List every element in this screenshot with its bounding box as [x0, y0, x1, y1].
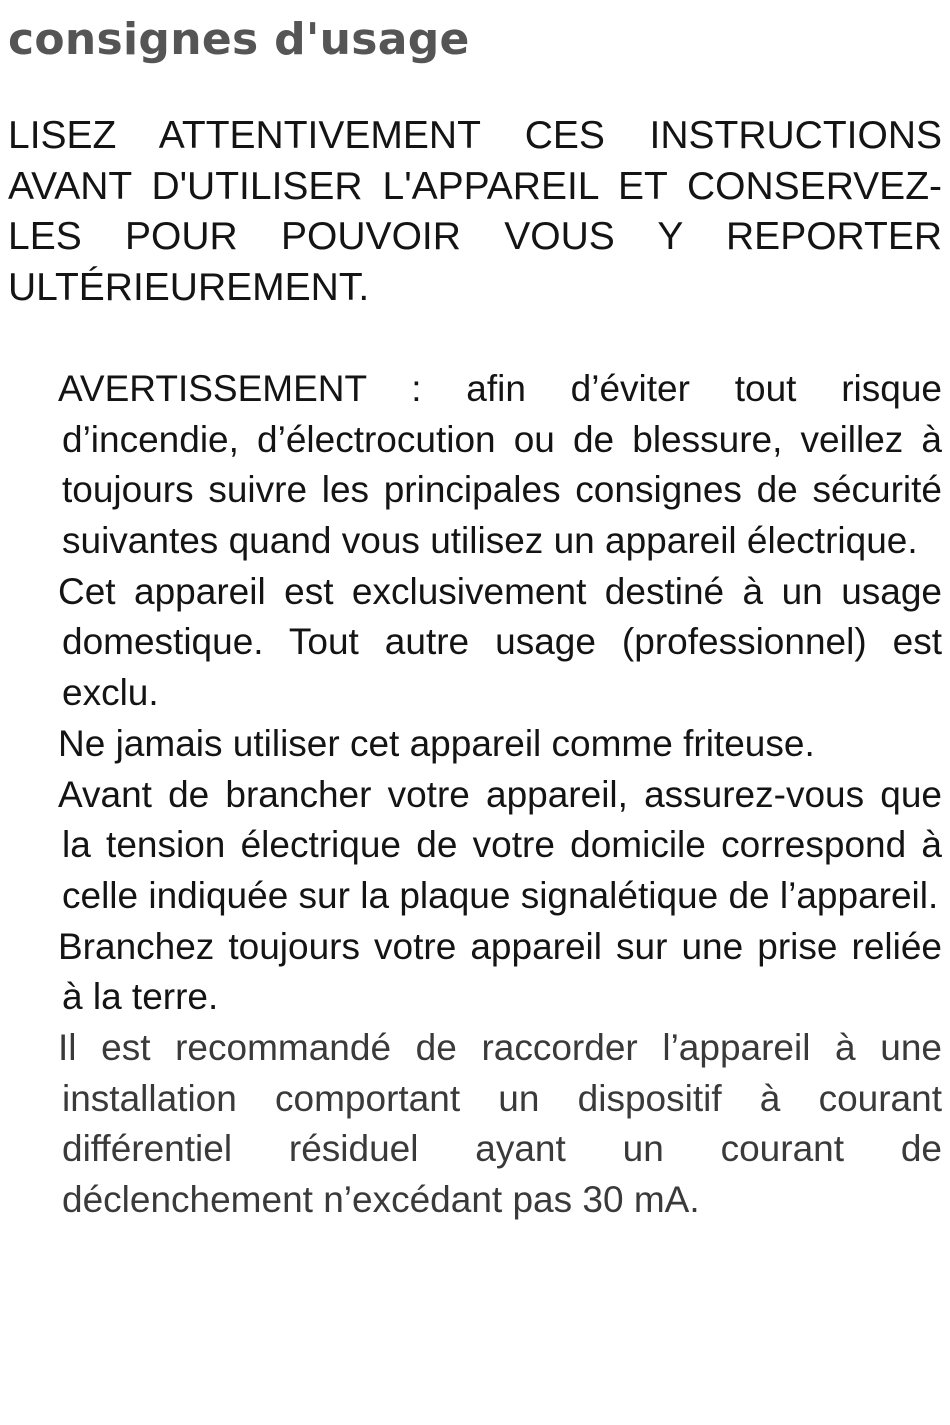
section-title: consignes d'usage	[8, 14, 470, 65]
instruction-rcd: Il est recommandé de raccorder l’appareil à une installation comportant un dispositif à courant différentiel résiduel ayant un courant de déclenchement n’excédant pas 30 mA.	[58, 1027, 942, 1220]
instruction-no-fryer: Ne jamais utiliser cet appareil comme friteuse.	[58, 722, 815, 764]
instruction-domestic-use: Cet appareil est exclusivement destiné à un usage domestique. Tout autre usage (professionnel) est exclu.	[58, 570, 942, 713]
instruction-voltage-check: Avant de brancher votre appareil, assurez-vous que la tension électrique de votre domicile correspond à celle indiquée sur la plaque signalétique de l’appareil.	[58, 773, 942, 916]
instruction-warning: AVERTISSEMENT : afin d’éviter tout risque d’incendie, d’électrocution ou de blessure, veillez à toujours suivre les principales consignes de sécurité suivantes quand vous utilisez un appareil électrique.	[58, 368, 942, 561]
intro-warning: LISEZ ATTENTIVEMENT CES INSTRUCTIONS AVANT D'UTILISER L'APPAREIL ET CONSERVEZ-LES POUR POUVOIR VOUS Y REPORTER ULTÉRIEUREMENT.	[8, 114, 942, 309]
instruction-list	[58, 364, 942, 1226]
instruction-earthed-socket: Branchez toujours votre appareil sur une prise reliée à la terre.	[58, 925, 942, 1017]
